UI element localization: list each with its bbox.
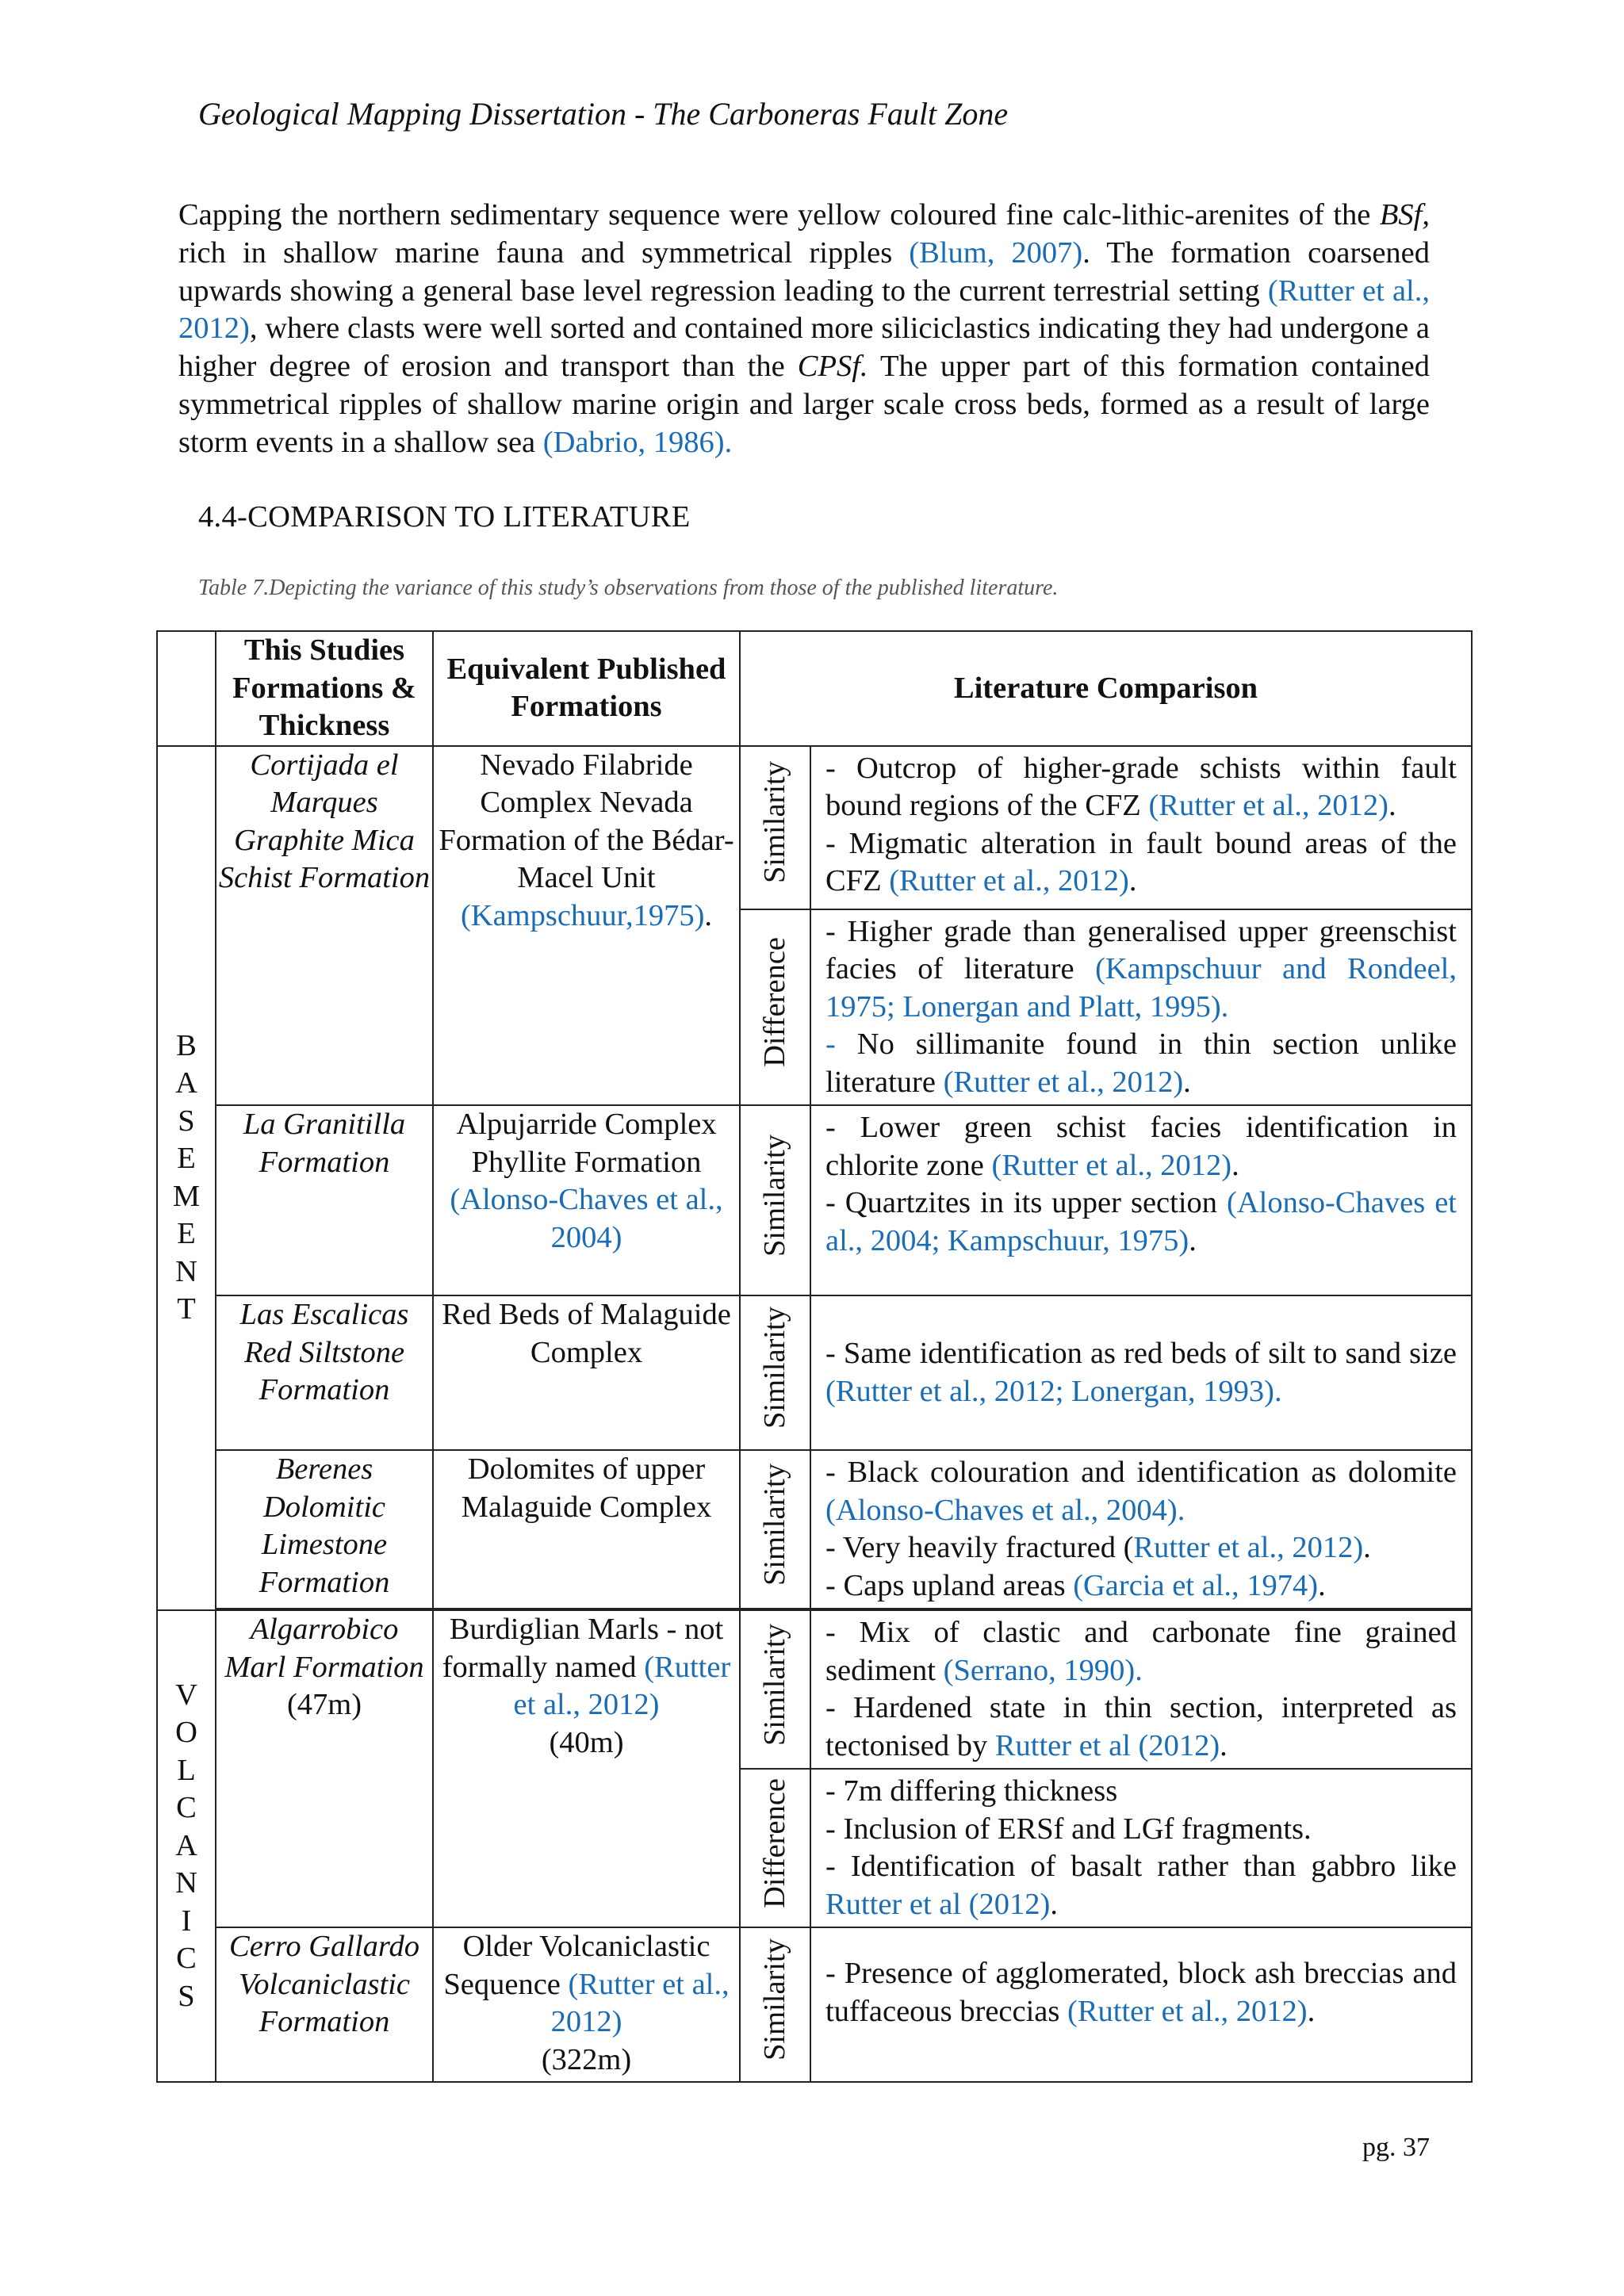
formation-cell: Cortijada el Marques Graphite Mica Schist Formation xyxy=(216,746,433,1106)
citation[interactable]: Rutter et al., 2012) xyxy=(1133,1531,1364,1564)
citation[interactable]: (Rutter et al., 2012; Lonergan, 1993). xyxy=(825,1374,1282,1408)
equivalent-cell: Red Beds of Malaguide Complex xyxy=(433,1295,740,1450)
comparison-cell: - 7m differing thickness - Inclusion of ERSf and LGf fragments. - Identification of basalt rather than gabbro like Rutter et al (2012). xyxy=(810,1769,1472,1927)
formation-cell: Algarrobico Marl Formation (47m) xyxy=(216,1610,433,1927)
page-number: pg. 37 xyxy=(1362,2133,1430,2162)
equivalent-cell: Dolomites of upper Malaguide Complex xyxy=(433,1450,740,1609)
citation[interactable]: (Rutter et al., 2012) xyxy=(1067,1994,1308,2028)
citation[interactable]: (Rutter et al., 2012) xyxy=(550,1967,730,2038)
table-caption: Table 7.Depicting the variance of this study’s observations from those of the published literature. xyxy=(198,576,1059,600)
comparison-header: Literature Comparison xyxy=(740,631,1472,746)
similarity-label: Similarity xyxy=(740,1610,810,1769)
group-header-cell xyxy=(157,631,216,746)
comparison-cell: - Outcrop of higher-grade schists within fault bound regions of the CFZ (Rutter et al., 2012). - Migmatic alteration in fault bound areas of the CFZ (Rutter et al., 2012). xyxy=(810,746,1472,909)
basement-group-label: B A S E M E N T xyxy=(157,746,216,1611)
formations-header: This Studies Formations & Thickness xyxy=(216,631,433,746)
comparison-cell: - Black colouration and identification as dolomite (Alonso-Chaves et al., 2004). - Very heavily fractured (Rutter et al., 2012). - Caps upland areas (Garcia et al., 1974). xyxy=(810,1450,1472,1609)
table-row xyxy=(157,1927,1472,2082)
equivalent-cell: Nevado Filabride Complex Nevada Formation of the Bédar-Macel Unit (Kampschuur,1975). xyxy=(433,746,740,1106)
equivalent-header: Equivalent Published Formations xyxy=(433,631,740,746)
table-header-row xyxy=(157,631,1472,746)
section-heading: 4.4-COMPARISON TO LITERATURE xyxy=(198,500,691,534)
citation[interactable]: (Alonso-Chaves et al., 2004) xyxy=(450,1183,723,1254)
literature-comparison-table xyxy=(156,630,1473,2083)
comparison-cell: - Higher grade than generalised upper greenschist facies of literature (Kampschuur and Rondeel, 1975; Lonergan and Platt, 1995). - No sillimanite found in thin section unlike literature (Rutter et al., 2012). xyxy=(810,909,1472,1106)
similarity-label: Similarity xyxy=(740,1295,810,1450)
comparison-cell: - Mix of clastic and carbonate fine grained sediment (Serrano, 1990). - Hardened state in thin section, interpreted as tectonised by Rutter et al (2012). xyxy=(810,1610,1472,1769)
citation[interactable]: (Garcia et al., 1974) xyxy=(1073,1568,1319,1602)
citation[interactable]: (Dabrio, 1986). xyxy=(542,425,733,459)
comparison-cell: - Same identification as red beds of silt to sand size (Rutter et al., 2012; Lonergan, 1993). xyxy=(810,1295,1472,1450)
equivalent-cell: Alpujarride Complex Phyllite Formation (Alonso-Chaves et al., 2004) xyxy=(433,1105,740,1295)
difference-label: Difference xyxy=(740,1769,810,1927)
formation-cell: La Granitilla Formation xyxy=(216,1105,433,1295)
citation[interactable]: (Rutter et al., 2012) xyxy=(889,864,1129,897)
citation[interactable]: (Rutter et al., 2012) xyxy=(943,1065,1184,1099)
difference-label: Difference xyxy=(740,909,810,1106)
citation[interactable]: (Rutter et al., 2012) xyxy=(178,274,1430,346)
similarity-label: Similarity xyxy=(740,1450,810,1609)
citation[interactable]: (Kampschuur and Rondeel, 1975; Lonergan and Platt, 1995). xyxy=(825,952,1457,1024)
citation[interactable]: Rutter et al (2012) xyxy=(825,1887,1051,1921)
similarity-label: Similarity xyxy=(740,1927,810,2082)
citation[interactable]: (Serrano, 1990). xyxy=(943,1653,1143,1687)
table-row xyxy=(157,1295,1472,1450)
comparison-cell: - Lower green schist facies identification in chlorite zone (Rutter et al., 2012). - Quartzites in its upper section (Alonso-Chaves et al., 2004; Kampschuur, 1975). xyxy=(810,1105,1472,1295)
table-row xyxy=(157,1105,1472,1295)
formation-cell: Las Escalicas Red Siltstone Formation xyxy=(216,1295,433,1450)
page-header: Geological Mapping Dissertation - The Carboneras Fault Zone xyxy=(198,96,1009,132)
citation[interactable]: (Kampschuur,1975) xyxy=(460,898,705,932)
citation[interactable]: (Rutter et al., 2012) xyxy=(1148,789,1389,822)
citation[interactable]: Rutter et al (2012) xyxy=(994,1728,1220,1762)
citation[interactable]: (Alonso-Chaves et al., 2004; Kampschuur, 1975) xyxy=(825,1186,1457,1257)
equivalent-cell: Older Volcaniclastic Sequence (Rutter et al., 2012) (322m) xyxy=(433,1927,740,2082)
citation[interactable]: (Blum, 2007) xyxy=(909,235,1083,270)
table-row xyxy=(157,1610,1472,1769)
equivalent-cell: Burdiglian Marls - not formally named (Rutter et al., 2012) (40m) xyxy=(433,1610,740,1927)
table-row xyxy=(157,1450,1472,1609)
formation-cell: Berenes Dolomitic Limestone Formation xyxy=(216,1450,433,1609)
volcanics-group-label: V O L C A N I C S xyxy=(157,1610,216,2082)
table-row xyxy=(157,746,1472,909)
comparison-cell: - Presence of agglomerated, block ash breccias and tuffaceous breccias (Rutter et al., 2012). xyxy=(810,1927,1472,2082)
formation-cell: Cerro Gallardo Volcaniclastic Formation xyxy=(216,1927,433,2082)
body-paragraph: Capping the northern sedimentary sequence were yellow coloured fine calc-lithic-arenites of the BSf, rich in shallow marine fauna and symmetrical ripples (Blum, 2007). The formation coarsened upwards showing a general base level regression leading to the current terrestrial setting (Rutter et al., 2012), where clasts were well sorted and contained more siliciclastics indicating they had undergone a higher degree of erosion and transport than the CPSf. The upper part of this formation contained symmetrical ripples of shallow marine origin and larger scale cross beds, formed as a result of large storm events in a shallow sea (Dabrio, 1986). xyxy=(178,198,1430,459)
similarity-label: Similarity xyxy=(740,1105,810,1295)
similarity-label: Similarity xyxy=(740,746,810,909)
citation[interactable]: (Rutter et al., 2012) xyxy=(513,1650,731,1721)
citation[interactable]: (Alonso-Chaves et al., 2004). xyxy=(825,1493,1185,1527)
citation[interactable]: (Rutter et al., 2012) xyxy=(991,1148,1232,1182)
